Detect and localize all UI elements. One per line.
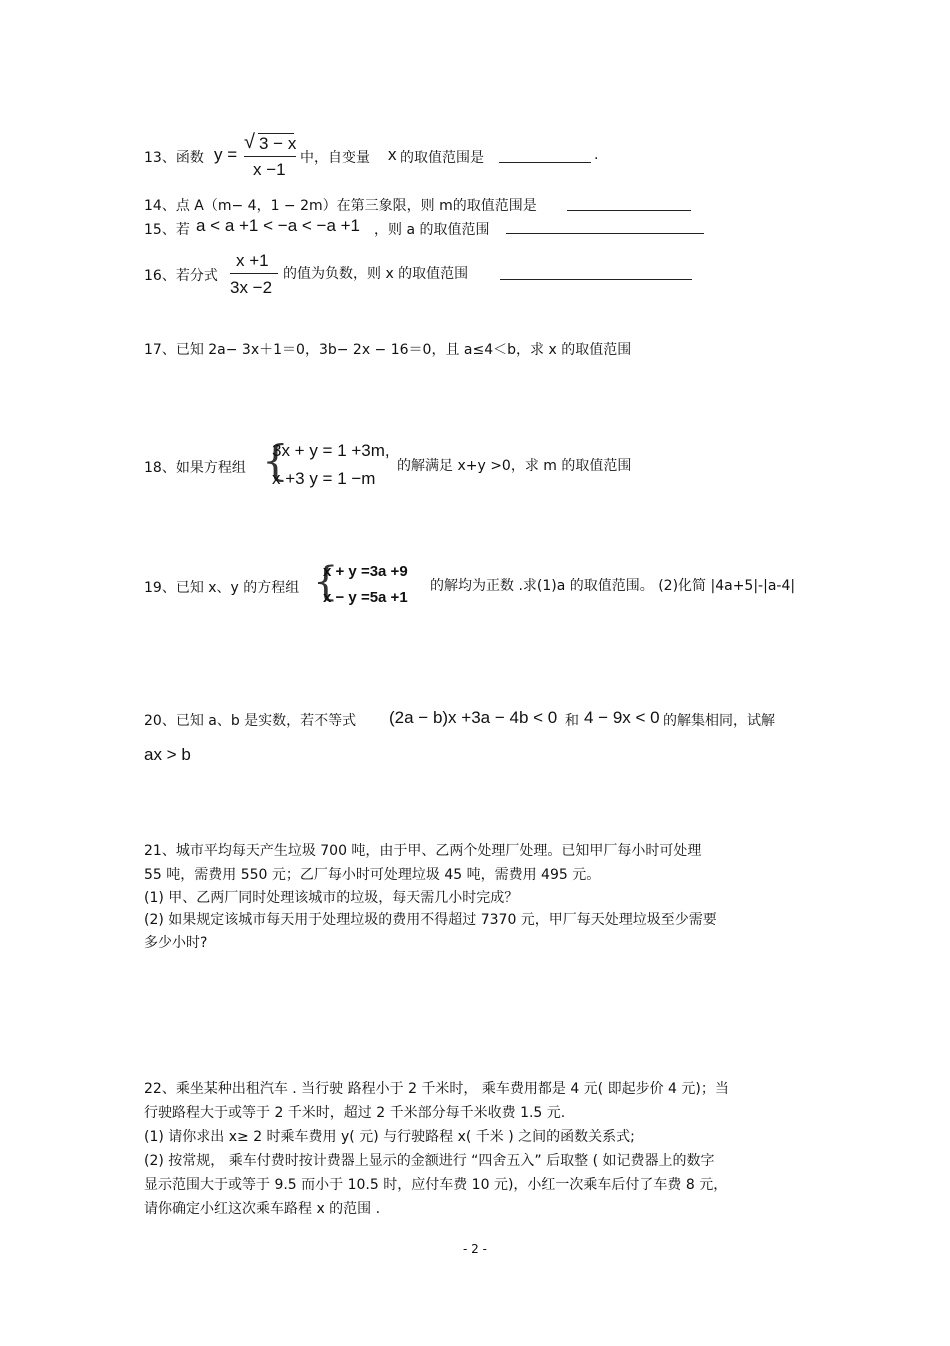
q16-prefix: 16、若分式: [144, 268, 218, 284]
q18-prefix: 18、如果方程组: [144, 460, 246, 476]
q19-equation-1: x + y =3a +9: [323, 563, 408, 580]
q18-suffix: 的解满足 x+y >0，求 m 的取值范围: [397, 458, 632, 474]
q19-equation-2: x − y =5a +1: [323, 589, 408, 606]
q13-end: .: [594, 147, 599, 163]
q20-inequality-2: 4 − 9x < 0: [584, 708, 660, 727]
q19-prefix: 19、已知 x、y 的方程组: [144, 580, 300, 596]
q20-inequality-1: (2a − b)x +3a − 4b < 0: [389, 708, 558, 727]
q22-line: 行驶路程大于或等于 2 千米时，超过 2 千米部分每千米收费 1.5 元.: [144, 1105, 566, 1121]
q13-variable-x: x: [388, 145, 397, 164]
q21-line: 55 吨，需费用 550 元；乙厂每小时可处理垃圾 45 吨，需费用 495 元。: [144, 867, 601, 883]
q13-denominator: x −1: [253, 160, 286, 179]
q18-brace: {: [262, 436, 289, 485]
q21-line: (1) 甲、乙两厂同时处理该城市的垃圾，每天需几小时完成？: [144, 890, 519, 906]
q15-suffix: ，则 a 的取值范围: [374, 222, 490, 238]
q20-and: 和: [565, 713, 579, 729]
q22-line: 22、乘坐某种出租汽车 . 当行驶 路程小于 2 千米时， 乘车费用都是 4 元( 即起步价 4 元)；当: [144, 1081, 729, 1097]
q13-fraction-line: [244, 156, 296, 157]
q19-suffix: 的解均为正数 .求(1)a 的取值范围。 (2)化简 |4a+5|-|a-4|: [430, 578, 796, 594]
q18-equation-1: 3x + y = 1 +3m,: [272, 441, 390, 460]
q16-suffix: 的值为负数，则 x 的取值范围: [283, 266, 469, 282]
q16-numerator: x +1: [236, 251, 269, 270]
q16-fraction-line: [230, 273, 278, 274]
q17-text: 17、已知 2a− 3x＋1＝0，3b− 2x − 16＝0，且 a≤4＜b，求 x 的取值范围: [144, 342, 632, 358]
q16-denominator: 3x −2: [230, 278, 273, 297]
q18-equation-2: x +3 y = 1 −m: [272, 469, 376, 488]
q22-line: 请你确定小红这次乘车路程 x 的范围 .: [144, 1201, 381, 1217]
q21-line: (2) 如果规定该城市每天用于处理垃圾的费用不得超过 7370 元，甲厂每天处理垃圾至少需要: [144, 912, 717, 928]
q13-sqrt-sign: √: [244, 131, 255, 153]
q13-answer-blank[interactable]: [499, 162, 591, 163]
q15-answer-blank[interactable]: [506, 233, 704, 234]
q21-line: 多少小时?: [144, 935, 208, 951]
q21-line: 21、城市平均每天产生垃圾 700 吨，由于甲、乙两个处理厂处理。已知甲厂每小时可处理: [144, 843, 702, 859]
q13-y-equals: y =: [214, 145, 238, 164]
q13-numerator: 3 − x: [259, 134, 297, 153]
q20-suffix: 的解集相同，试解: [663, 713, 775, 729]
q13-suffix: 的取值范围是: [400, 150, 484, 166]
page-number: - 2 -: [463, 1242, 487, 1256]
q22-line: (1) 请你求出 x≥ 2 时乘车费用 y( 元) 与行驶路程 x( 千米 ) 之间的函数关系式;: [144, 1129, 635, 1145]
q19-brace: {: [313, 559, 339, 605]
q15-prefix: 15、若: [144, 222, 190, 238]
q15-expression: a < a +1 < −a < −a +1: [196, 216, 361, 235]
q14-answer-blank[interactable]: [567, 210, 691, 211]
q20-prefix: 20、已知 a、b 是实数，若不等式: [144, 713, 357, 729]
q20-line-2: ax > b: [144, 745, 191, 764]
q22-line: (2) 按常规， 乘车付费时按计费器上显示的金额进行 “四舍五入” 后取整 ( 如记费器上的数字: [144, 1153, 715, 1169]
q13-middle-text: 中，自变量: [300, 150, 370, 166]
q13-prefix: 13、函数: [144, 150, 204, 166]
q14-text: 14、点 A（m− 4，1 − 2m）在第三象限，则 m的取值范围是: [144, 198, 537, 214]
q16-answer-blank[interactable]: [500, 279, 692, 280]
q22-line: 显示范围大于或等于 9.5 而小于 10.5 时，应付车费 10 元)，小红一次乘车后付了车费 8 元，: [144, 1177, 728, 1193]
